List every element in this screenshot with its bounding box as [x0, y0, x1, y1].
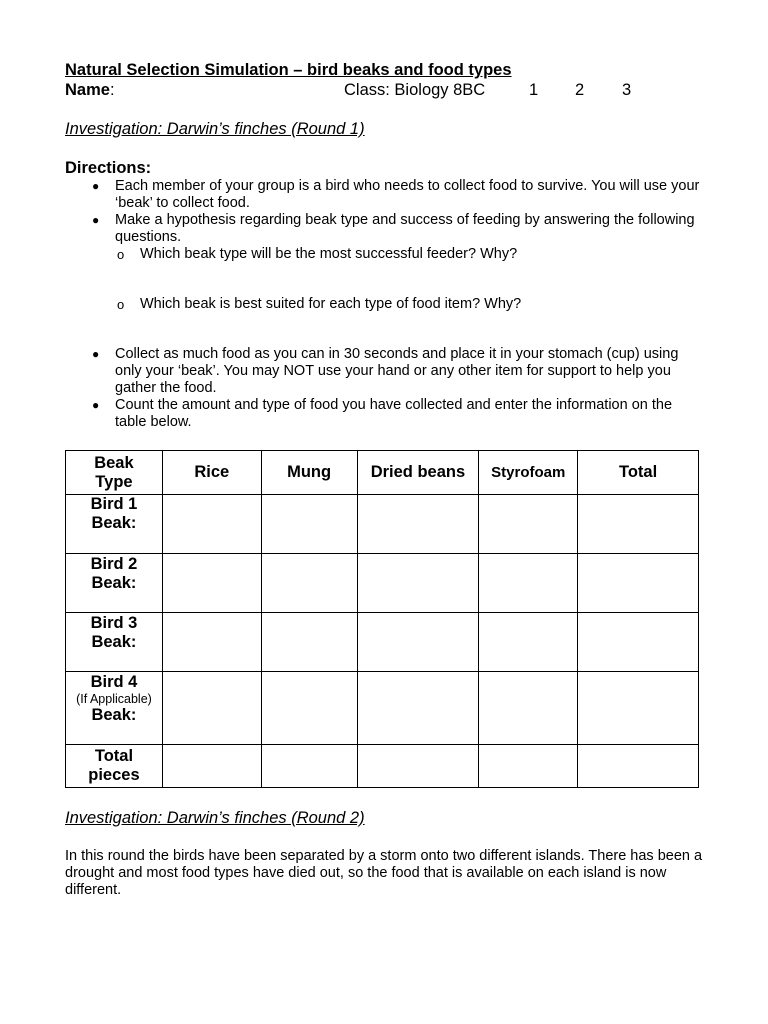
table-header-row [66, 451, 699, 495]
class-number-3: 3 [622, 81, 632, 99]
question-list [65, 246, 705, 313]
bullet-icon: ● [92, 179, 100, 193]
table-row [66, 613, 699, 672]
cell-mung[interactable] [261, 613, 357, 672]
cell-mung[interactable] [261, 745, 357, 788]
header-rice: Rice [162, 451, 261, 495]
row-label-bird-1: Bird 1 Beak: [66, 495, 163, 554]
cell-styrofoam[interactable] [479, 745, 578, 788]
header-total: Total [578, 451, 699, 495]
row-label-bird-2: Bird 2 Beak: [66, 554, 163, 613]
cell-styrofoam[interactable] [479, 672, 578, 745]
cell-styrofoam[interactable] [479, 613, 578, 672]
cell-dried-beans[interactable] [357, 495, 479, 554]
cell-mung[interactable] [261, 495, 357, 554]
bullet-icon: ● [92, 398, 100, 412]
question-item: o Which beak type will be the most successful feeder? Why? [117, 246, 518, 262]
header-beak-type: Beak Type [66, 451, 163, 495]
directions-label: Directions: [65, 159, 152, 177]
round1-heading: Investigation: Darwin’s finches (Round 1) [65, 120, 365, 138]
sub-bullet-icon: o [117, 297, 125, 312]
list-item: ● Collect as much food as you can in 30 seconds and place it in your stomach (cup) using only your ‘beak’. You may NOT use your hand or any other item for support to help you gather the food. [92, 346, 679, 396]
name-class-row [65, 80, 705, 100]
food-collection-table [65, 450, 699, 788]
table-row [66, 745, 699, 788]
list-item: ● Count the amount and type of food you have collected and enter the information on the table below. [92, 397, 673, 430]
list-item: ● Each member of your group is a bird who needs to collect food to survive. You will use your ‘beak’ to collect food. [92, 178, 700, 211]
procedure-list [65, 346, 705, 431]
round2-heading: Investigation: Darwin’s finches (Round 2) [65, 809, 365, 827]
row-label-bird-4: Bird 4 (If Applicable) Beak: [66, 672, 163, 745]
row-label-bird-3: Bird 3 Beak: [66, 613, 163, 672]
cell-total[interactable] [578, 613, 699, 672]
name-colon: : [109, 81, 115, 99]
class-label: Class: Biology 8BC [344, 81, 486, 99]
header-dried-beans: Dried beans [357, 451, 479, 495]
cell-total[interactable] [578, 745, 699, 788]
cell-rice[interactable] [162, 613, 261, 672]
cell-dried-beans[interactable] [357, 672, 479, 745]
row-label-total-pieces: Total pieces [66, 745, 163, 788]
table-row [66, 495, 699, 554]
round2-section [65, 808, 705, 899]
cell-dried-beans[interactable] [357, 613, 479, 672]
cell-mung[interactable] [261, 672, 357, 745]
list-item: ● Make a hypothesis regarding beak type and success of feeding by answering the following questions. [92, 212, 695, 245]
cell-rice[interactable] [162, 495, 261, 554]
directions-list [65, 178, 705, 246]
table-row [66, 554, 699, 613]
class-number-1: 1 [529, 81, 539, 99]
cell-dried-beans[interactable] [357, 554, 479, 613]
name-label: Name [65, 81, 110, 99]
round2-paragraph: In this round the birds have been separated by a storm onto two different islands. There has been a drought and most food types have died out, so the food that is available on each island is now different. [65, 848, 703, 898]
worksheet-page [65, 60, 705, 431]
if-applicable-note: (If Applicable) [76, 692, 152, 706]
cell-total[interactable] [578, 672, 699, 745]
cell-rice[interactable] [162, 672, 261, 745]
cell-rice[interactable] [162, 554, 261, 613]
class-number-2: 2 [575, 81, 585, 99]
worksheet-title: Natural Selection Simulation – bird beaks and food types [65, 61, 512, 79]
header-mung: Mung [261, 451, 357, 495]
bullet-icon: ● [92, 347, 100, 361]
table-row [66, 672, 699, 745]
cell-dried-beans[interactable] [357, 745, 479, 788]
bullet-icon: ● [92, 213, 100, 227]
cell-total[interactable] [578, 554, 699, 613]
sub-bullet-icon: o [117, 247, 125, 262]
cell-styrofoam[interactable] [479, 495, 578, 554]
cell-mung[interactable] [261, 554, 357, 613]
header-styrofoam: Styrofoam [479, 451, 578, 495]
cell-total[interactable] [578, 495, 699, 554]
cell-styrofoam[interactable] [479, 554, 578, 613]
cell-rice[interactable] [162, 745, 261, 788]
question-item: o Which beak is best suited for each type of food item? Why? [117, 296, 522, 312]
